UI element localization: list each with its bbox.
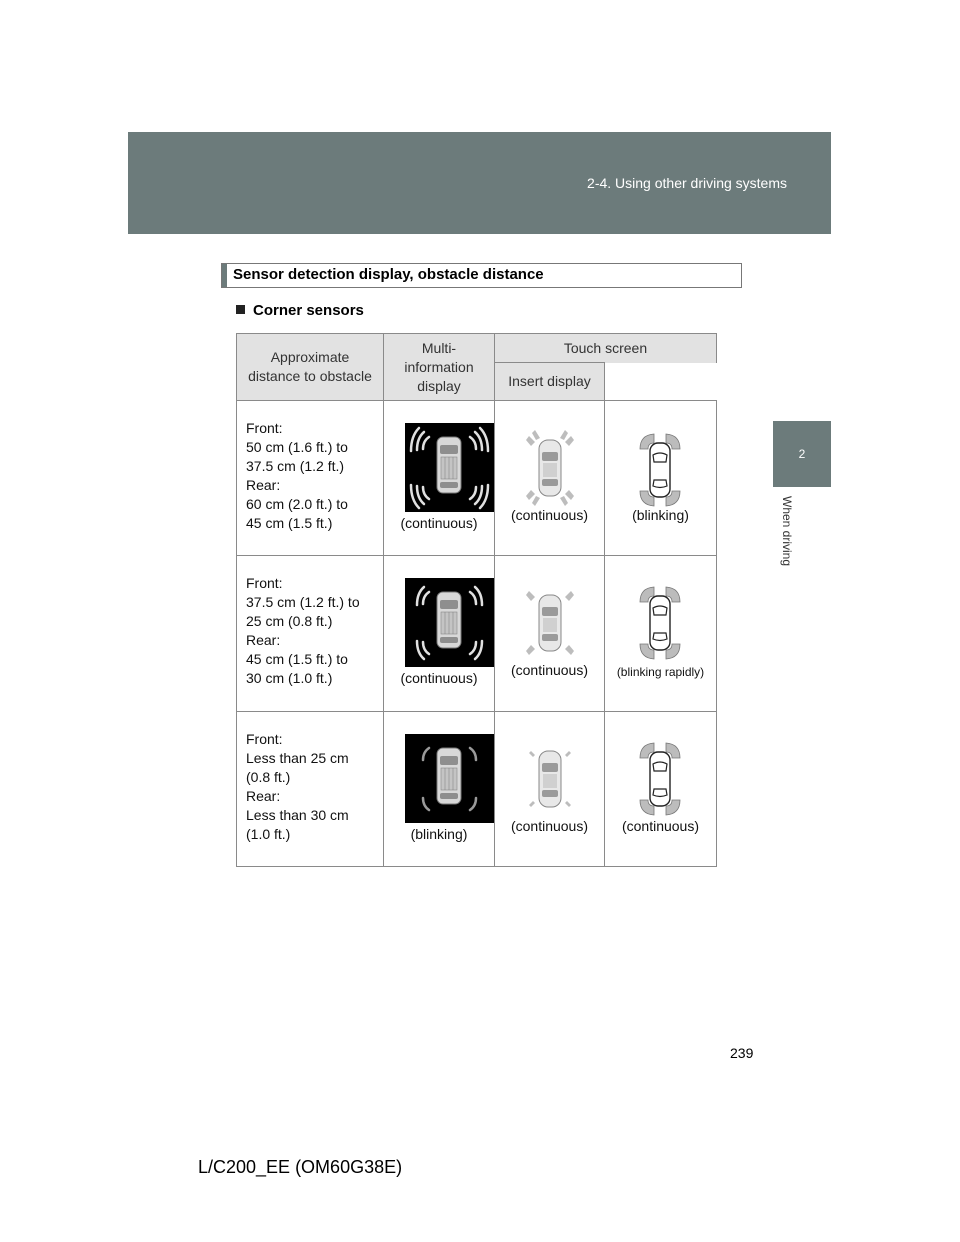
chapter-tab [773,421,831,487]
distance-line: 25 cm (0.8 ft.) [246,613,333,629]
insert-display-cell [605,712,717,867]
chapter-section-title: 2-4. Using other driving systems [587,175,787,191]
multi-info-caption: (continuous) [400,670,478,686]
insert-display-image [637,740,683,818]
touch-screen-cell [495,401,605,556]
touch-screen-caption: (continuous) [510,818,589,834]
section-heading: Sensor detection display, obstacle distance [233,266,544,283]
distance-line: 37.5 cm (1.2 ft.) [246,458,345,474]
distance-line: Rear: [246,477,281,493]
insert-display-caption: (blinking rapidly) [616,665,705,679]
section-heading-bar [222,264,227,287]
chapter-header-band [128,132,831,234]
header-distance: Approximate distance to obstacle [237,334,384,401]
page-number: 239 [730,1045,754,1061]
distance-line: Rear: [246,788,281,804]
multi-info-cell [384,401,495,556]
section-heading-box [221,263,742,288]
distance-line: Less than 25 cm [246,750,349,766]
subheading-text: Corner sensors [253,302,364,319]
multi-info-caption: (continuous) [400,515,478,531]
distance-line: 45 cm (1.5 ft.) [246,515,333,531]
distance-line: Front: [246,731,283,747]
distance-cell [237,556,384,712]
distance-line: 60 cm (2.0 ft.) to [246,496,348,512]
header-insert-display: Insert display [495,363,605,401]
table-row [237,401,717,556]
distance-cell [237,712,384,867]
touch-screen-cell [495,556,605,712]
insert-display-cell [605,401,717,556]
touch-screen-caption: (continuous) [510,662,589,678]
distance-line: 50 cm (1.6 ft.) to [246,439,348,455]
insert-display-cell [605,556,717,712]
distance-line: 30 cm (1.0 ft.) [246,670,333,686]
square-bullet-icon [236,305,245,314]
distance-line: (1.0 ft.) [246,826,291,842]
header-multi-information-display: Multi-information display [384,334,495,401]
distance-line: Less than 30 cm [246,807,349,823]
touch-screen-image [525,583,575,663]
table-row [237,712,717,867]
touch-screen-image [525,428,575,508]
touch-screen-cell [495,712,605,867]
touch-screen-caption: (continuous) [510,507,589,523]
distance-line: Rear: [246,632,281,648]
multi-info-cell [384,556,495,712]
distance-line: Front: [246,420,283,436]
subheading [236,302,364,319]
multi-info-cell [384,712,495,867]
insert-display-caption: (continuous) [621,818,700,834]
chapter-side-label-text: When driving [780,496,794,567]
distance-cell [237,401,384,556]
distance-line: Front: [246,575,283,591]
header-touch-screen: Touch screen [495,334,717,363]
multi-info-caption: (blinking) [410,826,468,842]
distance-line: (0.8 ft.) [246,769,291,785]
insert-display-caption: (blinking) [632,507,689,523]
distance-line: 45 cm (1.5 ft.) to [246,651,348,667]
chapter-side-label [780,496,796,586]
multi-info-display-image [405,423,494,512]
insert-display-image [637,584,683,662]
chapter-tab-number: 2 [798,447,806,461]
corner-sensor-table [236,333,717,867]
insert-display-image [637,431,683,509]
multi-info-display-image [405,578,494,667]
table-row [237,556,717,712]
distance-line: 37.5 cm (1.2 ft.) to [246,594,360,610]
multi-info-display-image [405,734,494,823]
touch-screen-image [525,739,575,819]
model-code: L/C200_EE (OM60G38E) [198,1157,403,1177]
